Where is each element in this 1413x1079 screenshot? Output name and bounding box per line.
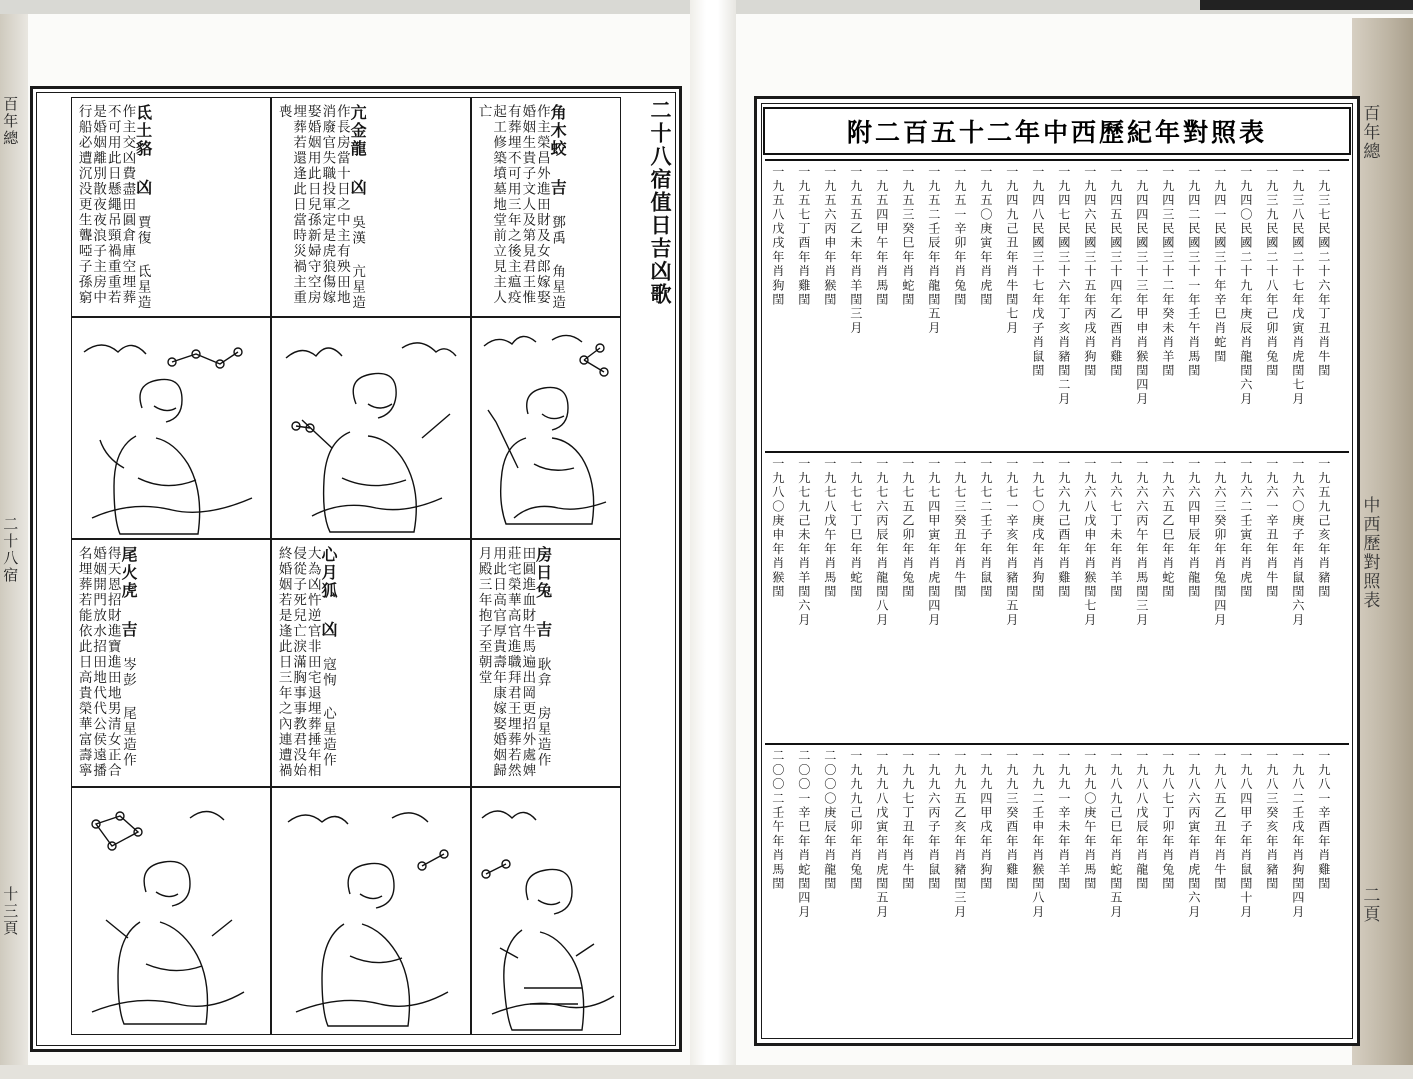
left-page-title: 二十八宿值日吉凶歌	[648, 99, 673, 306]
calendar-year-entry: 二〇〇一辛巳年肖蛇閏四月	[796, 749, 811, 920]
right-margin-page-number: 二頁	[1359, 886, 1380, 924]
calendar-year-column	[953, 457, 979, 735]
calendar-year-entry: 一九五九己亥年肖豬閏	[1316, 457, 1331, 599]
calendar-year-entry: 一九七一辛亥年肖豬閏五月	[1004, 457, 1019, 628]
calendar-year-entry: 一九六四甲辰年肖龍閏	[1186, 457, 1201, 599]
calendar-year-column	[1317, 165, 1343, 443]
left-margin-mid-text: 二十八宿	[1, 516, 20, 584]
cell-text-3	[71, 97, 271, 317]
calendar-year-column	[1265, 457, 1291, 735]
calendar-year-entry: 一九五三癸巳年肖蛇閏	[900, 165, 915, 307]
cell-text-2	[271, 97, 471, 317]
calendar-year-entry: 一九六七丁未年肖羊閏	[1108, 457, 1123, 599]
mansion-deity-4: 耿弇	[534, 657, 551, 688]
calendar-year-entry: 一九六八戊申年肖猴閏七月	[1082, 457, 1097, 628]
calendar-year-column	[1265, 165, 1291, 443]
calendar-year-column	[1083, 749, 1109, 1027]
calendar-year-entry: 一九七二壬子年肖鼠閏	[978, 457, 993, 599]
calendar-row-2	[771, 457, 1343, 735]
calendar-year-column	[1187, 749, 1213, 1027]
calendar-year-entry: 一九九二壬申年肖猴閏八月	[1030, 749, 1045, 920]
calendar-year-column	[1005, 165, 1031, 443]
right-page-margin	[1356, 96, 1406, 1040]
calendar-year-entry: 一九九三癸酉年肖雞閏	[1004, 749, 1019, 891]
right-margin-top-text: 百年總	[1359, 104, 1380, 161]
calendar-year-entry: 二〇〇二壬午年肖馬閏	[770, 749, 785, 891]
calendar-year-column	[1213, 457, 1239, 735]
calendar-year-column	[1031, 749, 1057, 1027]
calendar-year-column	[1005, 749, 1031, 1027]
calendar-year-column	[771, 165, 797, 443]
calendar-year-column	[953, 749, 979, 1027]
mansion-name-3: 氐土貉 凶	[133, 104, 153, 197]
calendar-year-entry: 一九五一辛卯年肖兔閏	[952, 165, 967, 307]
left-page-margin	[0, 86, 30, 1046]
calendar-table-title-box	[763, 107, 1351, 155]
calendar-year-column	[797, 749, 823, 1027]
calendar-year-entry: 一九五七丁酉年肖雞閏	[796, 165, 811, 307]
calendar-row-1	[771, 165, 1343, 443]
mansion-deity-5: 寇恂	[320, 657, 336, 688]
calendar-year-column	[823, 749, 849, 1027]
calendar-year-column	[849, 749, 875, 1027]
table-rule-3	[765, 743, 1349, 745]
calendar-year-entry: 一九六五乙巳年肖蛇閏	[1160, 457, 1175, 599]
calendar-year-column	[849, 457, 875, 735]
calendar-year-column	[1005, 457, 1031, 735]
calendar-year-entry: 一九五四甲午年肖馬閏	[874, 165, 889, 307]
calendar-year-column	[1161, 457, 1187, 735]
calendar-year-column	[1317, 457, 1343, 735]
calendar-year-entry: 一九八三癸亥年肖豬閏	[1264, 749, 1279, 891]
calendar-year-entry: 一九五六丙申年肖猴閏	[822, 165, 837, 307]
calendar-year-column	[1161, 165, 1187, 443]
page-bottom-edge	[0, 1065, 1413, 1079]
mansion-deity-1: 鄧禹	[549, 215, 566, 246]
calendar-year-entry: 一九七〇庚戌年肖狗閏	[1030, 457, 1045, 599]
calendar-year-entry: 一九四七民國三十六年丁亥肖豬閏二月	[1056, 165, 1071, 407]
calendar-year-column	[797, 457, 823, 735]
calendar-year-entry: 一九七三癸丑年肖牛閏	[952, 457, 967, 599]
calendar-year-column	[1083, 165, 1109, 443]
calendar-year-column	[1213, 165, 1239, 443]
table-rule-1	[765, 159, 1349, 161]
calendar-year-entry: 一九八六丙寅年肖虎閏六月	[1186, 749, 1201, 920]
mansion-illustration-3	[71, 317, 271, 539]
calendar-year-column	[1161, 749, 1187, 1027]
calendar-year-entry: 一九七九己未年肖羊閏六月	[796, 457, 811, 628]
calendar-year-entry: 一九九九己卯年肖兔閏	[848, 749, 863, 891]
calendar-year-entry: 一九九七丁丑年肖牛閏	[900, 749, 915, 891]
calendar-year-column	[979, 749, 1005, 1027]
calendar-year-column	[797, 165, 823, 443]
calendar-year-column	[1109, 457, 1135, 735]
mansion-name-2: 亢金龍 凶	[348, 104, 368, 197]
calendar-year-column	[1265, 749, 1291, 1027]
mansion-deity-2: 吳漢	[349, 215, 366, 246]
calendar-year-column	[1291, 165, 1317, 443]
cell-text-6	[71, 539, 271, 787]
mansion-verse-1: 角星造作主榮昌外進田財及女郎嫁娶婚姻生貴子文人及第見君王惟有葬埋不可用三年之後主瘟疫起工修築墳墓地堂前立見主人亡	[475, 104, 566, 311]
mansion-verse-2: 亢星造作長房當十日之中主有殃田地消廢官失職投軍定是虎狼傷嫁娶婚姻用此日兒孫新婦守空房埋葬若還逢此日當時災禍主重喪	[275, 104, 366, 311]
mansion-illustration-2	[271, 317, 471, 539]
calendar-year-column	[1187, 165, 1213, 443]
calendar-year-column	[849, 165, 875, 443]
calendar-year-entry: 一九四九己丑年肖牛閏七月	[1004, 165, 1019, 336]
calendar-year-entry: 一九八八戊辰年肖龍閏	[1134, 749, 1149, 891]
calendar-year-column	[1031, 165, 1057, 443]
calendar-year-entry: 一九六六丙午年肖馬閏三月	[1134, 457, 1149, 628]
calendar-year-column	[979, 457, 1005, 735]
calendar-year-column	[1239, 457, 1265, 735]
calendar-table-title: 附二百五十二年中西歷紀年對照表	[846, 118, 1267, 147]
cell-text-5	[271, 539, 471, 787]
calendar-year-entry: 一九四三民國三十二年癸未肖羊閏	[1160, 165, 1175, 378]
calendar-year-column	[1083, 457, 1109, 735]
calendar-year-column	[1031, 457, 1057, 735]
calendar-year-entry: 一九八〇庚申年肖猴閏	[770, 457, 785, 599]
left-margin-page-number: 十三頁	[1, 886, 20, 937]
calendar-year-column	[1187, 457, 1213, 735]
calendar-year-entry: 一九九八戊寅年肖虎閏五月	[874, 749, 889, 920]
calendar-year-entry: 一九五五乙未年肖羊閏三月	[848, 165, 863, 336]
mansion-deity-6: 岑彭	[120, 657, 136, 688]
calendar-year-entry: 一九五八戊戌年肖狗閏	[770, 165, 785, 307]
calendar-year-column	[771, 457, 797, 735]
right-margin-mid-text: 中西歷對照表	[1359, 496, 1380, 610]
calendar-year-entry: 一九三七民國二十六年丁丑肖牛閏	[1316, 165, 1331, 378]
calendar-year-column	[1239, 749, 1265, 1027]
calendar-year-entry: 一九四五民國三十四年乙酉肖雞閏	[1108, 165, 1123, 378]
calendar-year-entry: 一九八九己巳年肖蛇閏五月	[1108, 749, 1123, 920]
calendar-year-entry: 一九九一辛未年肖羊閏	[1056, 749, 1071, 891]
calendar-year-column	[901, 749, 927, 1027]
calendar-row-3	[771, 749, 1343, 1027]
calendar-year-entry: 一九五二壬辰年肖龍閏五月	[926, 165, 941, 336]
calendar-year-entry: 一九七六丙辰年肖龍閏八月	[874, 457, 889, 628]
calendar-year-entry: 一九七四甲寅年肖虎閏四月	[926, 457, 941, 628]
calendar-year-column	[823, 165, 849, 443]
calendar-year-column	[1239, 165, 1265, 443]
calendar-year-entry: 一九五〇庚寅年肖虎閏	[978, 165, 993, 307]
mansion-name-5: 心月狐 凶	[319, 546, 338, 639]
mansion-verse-6: 尾星造作得天恩招財進寶進田地男清女正合婚姻開門放水招田地代代公侯遠播名埋葬若能依此日高貴榮華富壽寧	[75, 546, 136, 779]
calendar-year-column	[901, 457, 927, 735]
calendar-year-entry: 一九八七丁卯年肖兔閏	[1160, 749, 1175, 891]
mansion-name-1: 角木蛟 吉	[548, 104, 568, 197]
left-page	[30, 86, 682, 1052]
calendar-year-entry: 一九六九己酉年肖雞閏	[1056, 457, 1071, 599]
calendar-year-entry: 一九七五乙卯年肖兔閏	[900, 457, 915, 599]
mansion-illustration-6	[71, 787, 271, 1035]
calendar-year-column	[1057, 749, 1083, 1027]
calendar-year-column	[1109, 165, 1135, 443]
calendar-year-entry: 一九六一辛丑年肖牛閏	[1264, 457, 1279, 599]
calendar-year-column	[927, 749, 953, 1027]
table-rule-2	[765, 451, 1349, 453]
right-page	[754, 96, 1360, 1046]
calendar-year-entry: 一九四六民國三十五年丙戌肖狗閏	[1082, 165, 1097, 378]
page-top-dark-edge	[1200, 0, 1413, 10]
calendar-year-column	[901, 165, 927, 443]
calendar-year-entry: 二〇〇〇庚辰年肖龍閏	[822, 749, 837, 891]
calendar-year-column	[875, 457, 901, 735]
calendar-year-entry: 一九三八民國二十七年戊寅肖虎閏七月	[1290, 165, 1305, 407]
calendar-year-column	[1057, 165, 1083, 443]
mansion-illustration-5	[271, 787, 471, 1035]
calendar-year-column	[1291, 749, 1317, 1027]
left-margin-top-text: 百年總	[1, 96, 20, 147]
calendar-year-entry: 一九七七丁巳年肖蛇閏	[848, 457, 863, 599]
calendar-year-column	[875, 749, 901, 1027]
calendar-year-entry: 一九八二壬戌年肖狗閏四月	[1290, 749, 1305, 920]
calendar-year-entry: 一九四八民國三十七年戊子肖鼠閏	[1030, 165, 1045, 378]
calendar-year-column	[927, 457, 953, 735]
calendar-year-column	[1057, 457, 1083, 735]
calendar-year-column	[1135, 165, 1161, 443]
calendar-year-entry: 一九六二壬寅年肖虎閏	[1238, 457, 1253, 599]
calendar-year-column	[823, 457, 849, 735]
calendar-year-column	[1291, 457, 1317, 735]
calendar-year-entry: 一九九六丙子年肖鼠閏	[926, 749, 941, 891]
calendar-year-column	[1213, 749, 1239, 1027]
mansion-verse-4: 房星造作田圓進血財牛馬遍出岡更招外處婢莊宅榮華高官進職拜君王埋葬若然用此日高官厚貴壽年康嫁娶婚姻歸月殿三年抱子至朝堂	[475, 546, 551, 779]
calendar-year-column	[771, 749, 797, 1027]
calendar-year-entry: 一九六〇庚子年肖鼠閏六月	[1290, 457, 1305, 628]
calendar-year-entry: 一九九〇庚午年肖馬閏	[1082, 749, 1097, 891]
calendar-year-column	[979, 165, 1005, 443]
mansion-name-4: 房日兔 吉	[533, 546, 553, 639]
calendar-year-entry: 一九三九民國二十八年己卯肖兔閏	[1264, 165, 1279, 378]
cell-text-4	[471, 539, 621, 787]
cell-text-1	[471, 97, 621, 317]
calendar-year-column	[953, 165, 979, 443]
calendar-year-entry: 一九六三癸卯年肖兔閏四月	[1212, 457, 1227, 628]
calendar-year-column	[875, 165, 901, 443]
calendar-year-entry: 一九四〇民國二十九年庚辰肖龍閏六月	[1238, 165, 1253, 407]
mansion-illustration-1	[471, 317, 621, 539]
calendar-year-column	[1135, 457, 1161, 735]
calendar-year-column	[1317, 749, 1343, 1027]
calendar-year-entry: 一九八一辛酉年肖雞閏	[1316, 749, 1331, 891]
mansion-verse-5: 心星造作大為凶忤逆官非田宅退埋葬捶年相侵從子死兒亡淚滿胸事事教君没始終婚姻若是逢此日三年之內連遭禍	[275, 546, 336, 779]
calendar-year-column	[1135, 749, 1161, 1027]
calendar-year-entry: 一九九五乙亥年肖豬閏三月	[952, 749, 967, 920]
calendar-year-entry: 一九九四甲戌年肖狗閏	[978, 749, 993, 891]
mansion-deity-3: 賈復	[134, 215, 151, 246]
calendar-year-entry: 一九八四甲子年肖鼠閏十月	[1238, 749, 1253, 920]
calendar-year-column	[1109, 749, 1135, 1027]
book-gutter	[690, 0, 736, 1079]
calendar-year-entry: 一九四一民國三十年辛巳肖蛇閏	[1212, 165, 1227, 364]
calendar-year-entry: 一九四二民國三十一年壬午肖馬閏	[1186, 165, 1201, 378]
calendar-year-entry: 一九七八戊午年肖馬閏	[822, 457, 837, 599]
calendar-year-column	[927, 165, 953, 443]
calendar-year-entry: 一九八五乙丑年肖牛閏	[1212, 749, 1227, 891]
mansion-illustration-4	[471, 787, 621, 1035]
mansion-verse-3: 氐星造作主交凶費盡田圓倉庫空埋葬不可用此日懸繩吊頸禍重重若是婚姻離別散夜夜浪子主房中行船必遭沉没更生聾啞子孫窮	[75, 104, 151, 311]
calendar-year-entry: 一九四四民國三十三年甲申肖猴閏四月	[1134, 165, 1149, 407]
mansion-name-6: 尾火虎 吉	[119, 546, 138, 639]
